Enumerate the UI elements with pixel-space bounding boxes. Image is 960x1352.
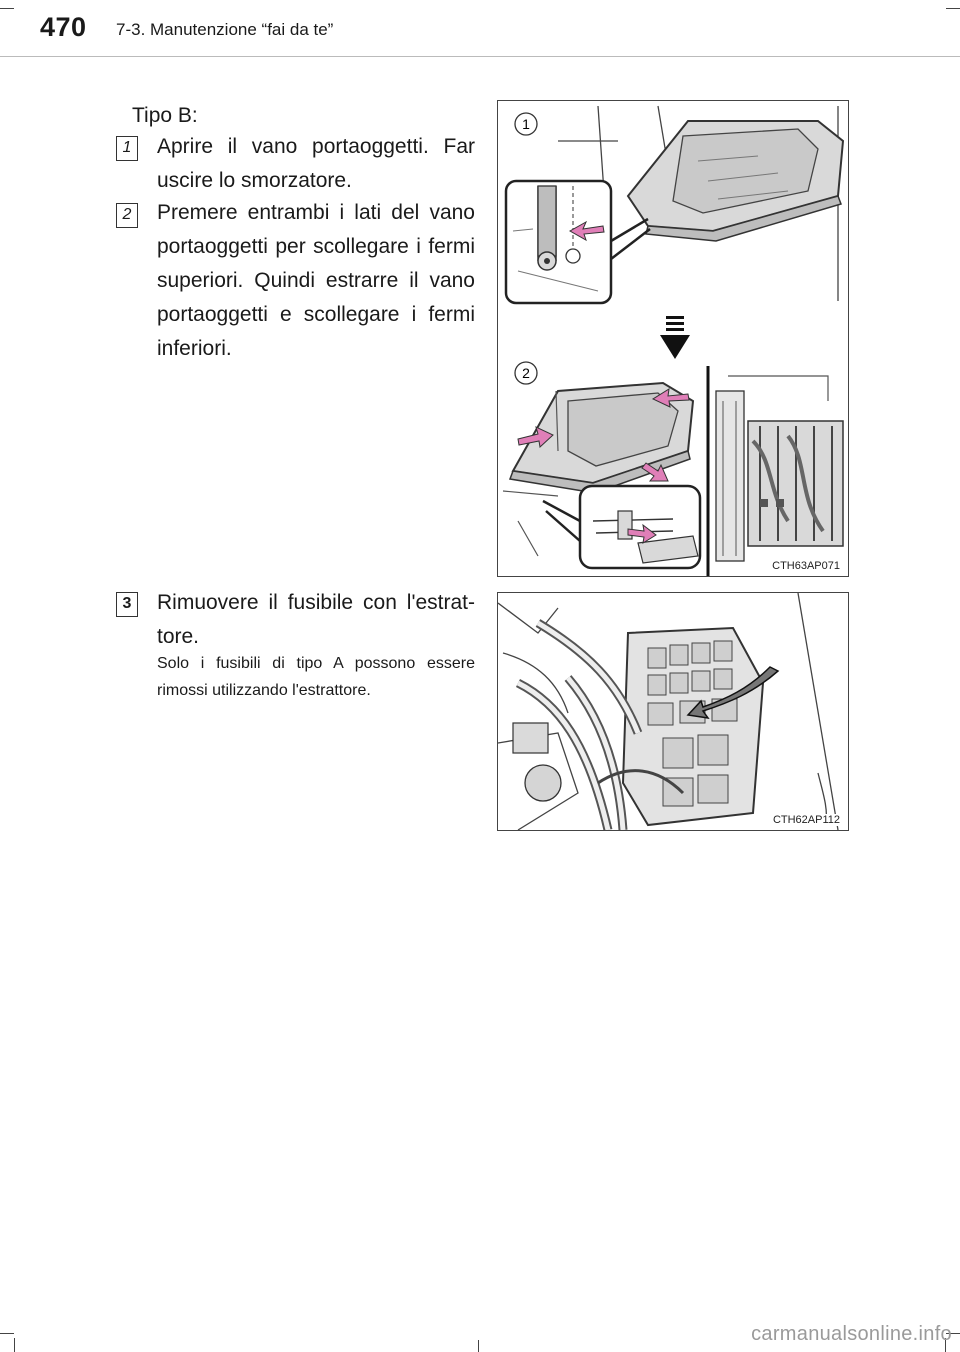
figure-1-code: CTH63AP071 [772,560,840,572]
crop-mark [946,8,960,9]
figure-glovebox-removal [497,100,849,577]
step-3-badge: 3 [116,592,138,617]
step-2-text: Premere entrambi i lati del vano portaoggetti per scollegare i fermi superiori. Quindi estrarre il vano portaoggetti e scollegare i fermi inferiori. [157,201,475,360]
callout-2-label: 2 [522,365,530,381]
figure-2-code: CTH62AP112 [772,814,840,826]
glovebox-illustration [498,101,848,576]
step-3-text: Rimuovere il fusibile con l'estrat-tore. [157,591,475,648]
figure-fuse-extractor [497,592,849,831]
watermark: carmanualsonline.info [751,1323,952,1345]
crop-mark [0,8,14,9]
header-divider [0,56,960,67]
page-number: 470 [40,12,87,42]
fuse-box-illustration [498,593,848,830]
step-2-badge: 2 [116,203,138,228]
crop-mark [478,1340,479,1352]
step-1-text: Aprire il vano portaoggetti. Far uscire lo smorzatore. [157,135,475,192]
section-title: 7-3. Manutenzione “fai da te” [116,20,334,39]
crop-mark [14,1338,15,1352]
crop-mark [0,1333,14,1334]
type-label: Tipo B: [132,104,198,127]
callout-1-label: 1 [522,116,530,132]
step-3-note: Solo i fusibili di tipo A possono essere rimossi utilizzando l'estrattore. [157,655,475,699]
step-1-badge: 1 [116,136,138,161]
